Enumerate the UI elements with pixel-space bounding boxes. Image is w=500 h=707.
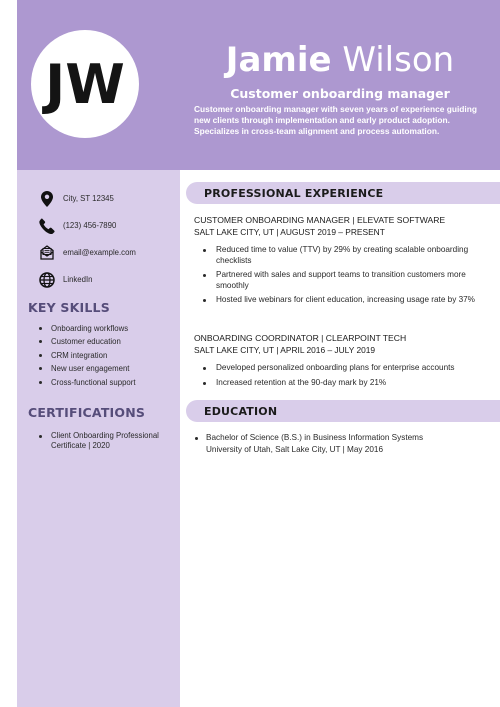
list-item [194, 432, 494, 455]
contact-address-text: City, ST 12345 [63, 194, 114, 203]
contact-email-text[interactable]: email@example.com [63, 248, 136, 257]
phone-icon [38, 217, 56, 235]
header-band [180, 0, 500, 170]
job-entry-2 [194, 332, 494, 392]
list-item: CRM integration [38, 349, 136, 362]
list-item: Partnered with sales and support teams to transition customers more smoothly [194, 270, 494, 291]
education-school: University of Utah, Salt Lake City, UT | May 2016 [206, 444, 384, 454]
contact-phone-text[interactable]: (123) 456-7890 [63, 221, 117, 230]
education-heading-bar [186, 400, 500, 422]
candidate-name [180, 42, 500, 78]
job-title-company: ONBOARDING COORDINATOR | CLEARPOINT TECH [194, 333, 407, 343]
education-degree: Bachelor of Science (B.S.) in Business Information Systems [206, 433, 424, 442]
summary: Customer onboarding manager with seven years of experience guiding new clients through implementation and early product adoption. Specializes in cross-team alignment and process automation. [194, 104, 477, 136]
contact-list [38, 185, 178, 293]
list-item: Developed personalized onboarding plans for enterprise accounts [194, 363, 494, 374]
experience-heading-bar [186, 182, 500, 204]
job-title: Customer onboarding manager [230, 86, 450, 101]
certifications-heading: CERTIFICATIONS [28, 405, 146, 420]
job-location-dates: SALT LAKE CITY, UT | AUGUST 2019 – PRESENT [194, 227, 385, 237]
skills-list [38, 322, 136, 389]
last-name: Wilson [342, 40, 455, 80]
location-pin-icon [38, 190, 56, 208]
email-icon [38, 244, 56, 262]
contact-address [38, 185, 178, 212]
job-title-company: CUSTOMER ONBOARDING MANAGER | ELEVATE SOFTWARE [194, 215, 446, 225]
job-bullets [194, 363, 494, 388]
contact-email [38, 239, 178, 266]
list-item: Hosted live webinars for client education, increasing usage rate by 37% [194, 295, 494, 306]
monogram: JW [45, 52, 125, 116]
list-item: Onboarding workflows [38, 322, 136, 335]
job-location-dates: SALT LAKE CITY, UT | APRIL 2016 – JULY 2019 [194, 345, 376, 355]
list-item: New user engagement [38, 362, 136, 375]
first-name: Jamie [225, 40, 332, 80]
contact-phone [38, 212, 178, 239]
job-bullets [194, 245, 494, 306]
certifications-list [38, 431, 170, 451]
globe-icon [38, 271, 56, 289]
list-item: Cross-functional support [38, 376, 136, 389]
contact-linkedin-text[interactable]: LinkedIn [63, 275, 93, 284]
list-item: Customer education [38, 335, 136, 348]
skills-heading: KEY SKILLS [28, 300, 110, 315]
list-item: Increased retention at the 90-day mark by 21% [194, 378, 494, 389]
contact-linkedin [38, 266, 178, 293]
education-list [194, 432, 494, 455]
job-entry-1 [194, 214, 494, 310]
list-item: Reduced time to value (TTV) by 29% by creating scalable onboarding checklists [194, 245, 494, 266]
education-heading: EDUCATION [204, 405, 278, 418]
list-item: Client Onboarding Professional Certificate | 2020 [38, 431, 170, 451]
experience-heading: PROFESSIONAL EXPERIENCE [204, 187, 384, 200]
monogram-circle [31, 30, 139, 138]
